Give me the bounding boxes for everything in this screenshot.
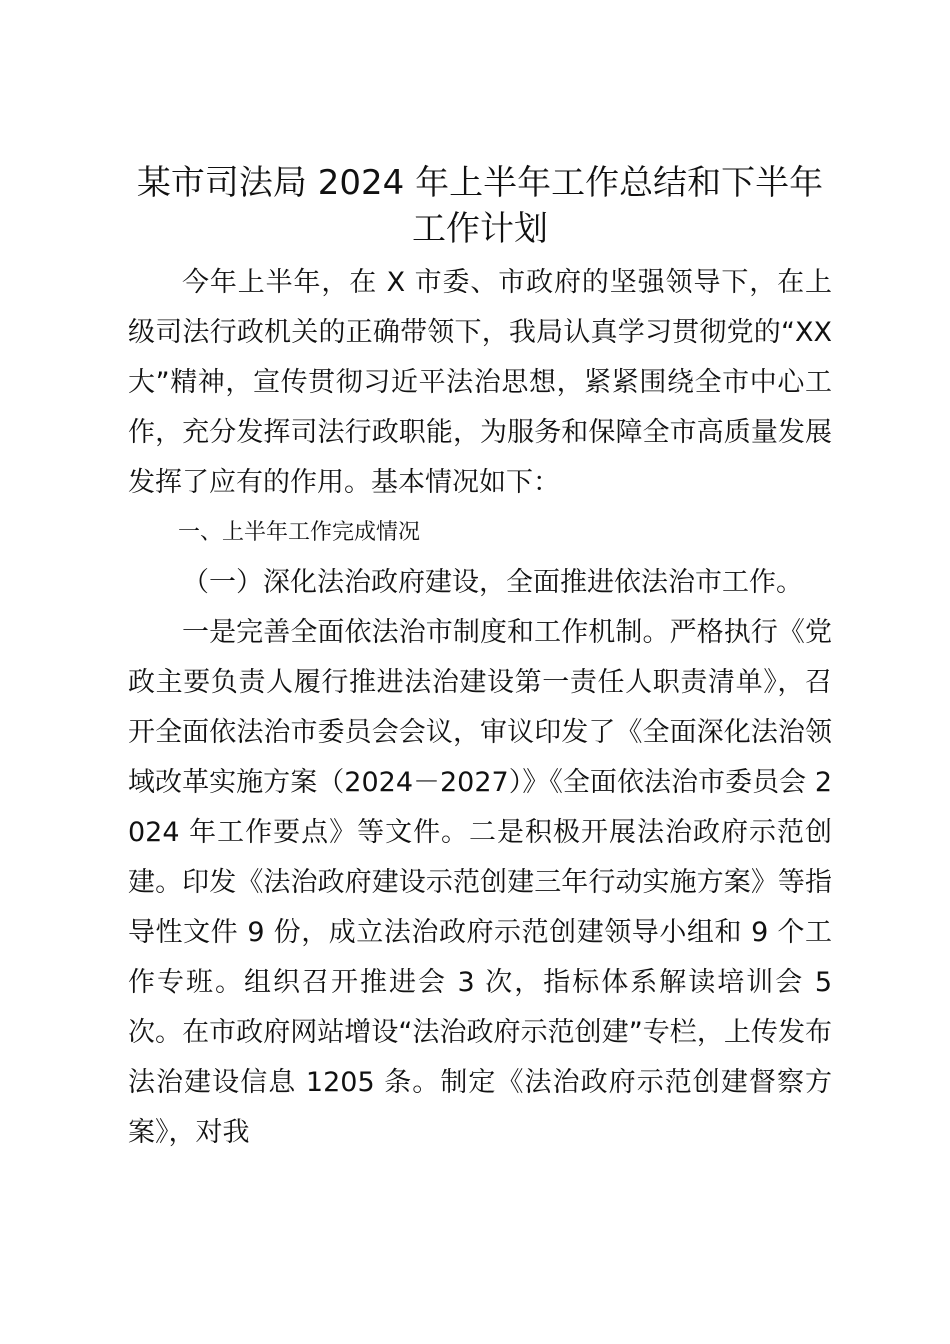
- document-title: [120, 160, 840, 252]
- subsection-heading: （一）深化法治政府建设，全面推进依法治市工作。: [182, 567, 803, 598]
- subsection-paragraph: 一是完善全面依法治市制度和工作机制。严格执行《党政主要负责人履行推进法治建设第一责任人职责清单》，召开全面依法治市委员会会议，审议印发了《全面深化法治领域改革实施方案（2024－2027）》《全面依法治市委员会 2024 年工作要点》等文件。二是积极开展法治政府示范创建。印发《法治政府建设示范创建三年行动实施方案》等指导性文件 9 份，成立法治政府示范创建领导小组和 9 个工作专班。组织召开推进会 3 次，指标体系解读培训会 5 次。在市政府网站增设“法治政府示范创建”专栏，上传发布法治建设信息 1205 条。制定《法治政府示范创建督察方案》，对我: [128, 617, 832, 1148]
- document-title-line-2: 工作计划: [412, 209, 548, 249]
- document-body: [128, 258, 832, 1158]
- document-page: [128, 160, 832, 1158]
- section-heading: 一、上半年工作完成情况: [178, 520, 421, 545]
- intro-paragraph: 今年上半年，在 X 市委、市政府的坚强领导下，在上级司法行政机关的正确带领下，我局认真学习贯彻党的“XX 大”精神，宣传贯彻习近平法治思想，紧紧围绕全市中心工作，充分发挥司法行政职能，为服务和保障全市高质量发展发挥了应有的作用。基本情况如下：: [128, 267, 832, 498]
- document-title-line-1: 某市司法局 2024 年上半年工作总结和下半年: [136, 163, 824, 203]
